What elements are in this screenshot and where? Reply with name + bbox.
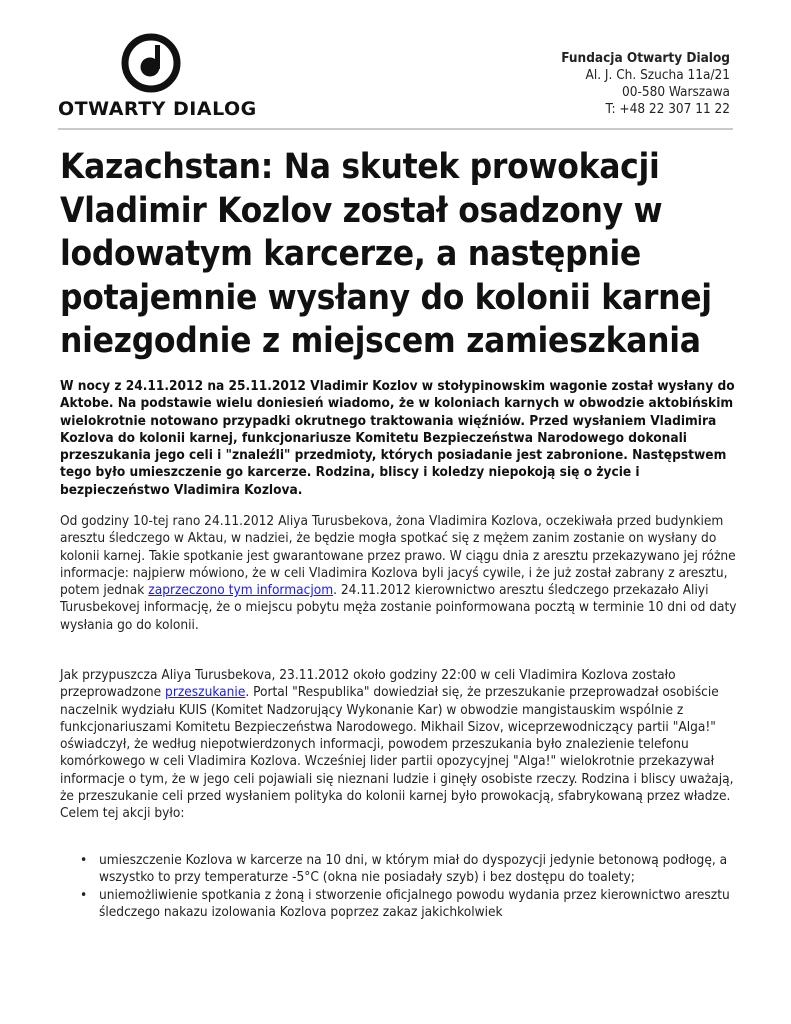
lead-paragraph: W nocy z 24.11.2012 na 25.11.2012 Vladimir Kozlov w stołypinowskim wagonie został wysłany do Aktobe. Na podstawie wielu doniesień wiadomo, że w koloniach karnych w obwodzie aktobińskim wielokrotnie notowano przypadki okrutnego traktowania więźniów. Przed wysłaniem Vladimira Kozlova do kolonii karnej, funkcjonariusze Komitetu Bezpieczeństwa Narodowego dokonali przeszukania jego celi i "znaleźli" przedmioty, których posiadanie jest zabronione. Następstwem tego było umieszczenie go karcerze. Rodzina, bliscy i koledzy niepokoją się o życie i bezpieczeństwo Vladimira Kozlova. [60, 378, 735, 498]
paragraph-1-text-a: Od godziny 10-tej rano 24.11.2012 Aliya Turusbekova, żona Vladimira Kozlova, oczekiwała przed budynkiem aresztu śledczego w Aktau, w nadziei, że będzie mogła spotkać się z mężem zanim zostanie on wysłany do kolonii karnej. Takie spotkanie jest gwarantowane przez prawo. W ciągu dnia z aresztu przekazywano jej różne informacje: najpierw mówiono, że w celi Vladimira Kozlova byli jacyś cywile, i że już został zabrany z aresztu, potem jednak [60, 513, 736, 599]
otwarty-dialog-logo [58, 32, 257, 122]
address-street: Al. J. Ch. Szucha 11a/21 [585, 67, 730, 83]
paragraph-2-text-a: Jak przypuszcza Aliya Turusbekova, 23.11.2012 około godziny 22:00 w celi Vladimira Kozlova zostało przeprowadzone [60, 667, 676, 701]
article-title: Kazachstan: Na skutek prowokacji Vladimir Kozlov został osadzony w lodowatym karcerze, a następnie potajemnie wysłany do kolonii karnej niezgodnie z miejscem zamieszkania [60, 147, 712, 361]
bullet-icon: • [80, 886, 88, 903]
paragraph-2-text-b: . Portal "Respublika" dowiedział się, że przeszukanie przeprowadzał osobiście naczelnik wydziału KUIS (Komitet Nadzorujący Wykonanie Kar) w obwodzie mangistauskim wspólnie z funkcjonariuszami Komitetu Bezpieczeństwa Narodowego. Mikhail Sizov, wiceprzewodniczący partii "Alga!" oświadczył, że według niepotwierdzonych informacji, powodem przeszukania było znalezienie telefonu komórkowego w celi Vladimira Kozlova. Wcześniej lider partii opozycyjnej "Alga!" wielokrotnie przekazywał informacje o tym, że w jego celi pojawiali się nieznani ludzie i ginęły osobiste rzeczy. Rodzina i bliscy uważają, że przeszukanie celi przed wysłaniem polityka do kolonii karnej było prowokacją, sfabrykowaną przez władze. Celem tej akcji było: [60, 684, 734, 822]
address-city: 00-580 Warszawa [622, 84, 730, 100]
address-phone: T: +48 22 307 11 22 [605, 101, 730, 117]
logo-wordmark: OTWARTY DIALOG [58, 98, 257, 120]
otwarty-dialog-logo-icon [120, 32, 182, 94]
list-item [78, 852, 738, 887]
contact-address [561, 50, 730, 118]
list-item-text: uniemożliwienie spotkania z żoną i stworzenie oficjalnego powodu wydania przez kierownictwo aresztu śledczego nakazu izolowania Kozlova poprzez zakaz jakichkolwiek [99, 886, 730, 920]
goals-list [78, 852, 738, 921]
paragraph-1-text-b: . 24.11.2012 kierownictwo aresztu śledczego przekazało Aliyi Turusbekovej informację, że o miejscu pobytu męża zostanie poinformowana pocztą w terminie 10 dni od daty wysłania go do kolonii. [60, 582, 737, 633]
denied-information-link[interactable]: zaprzeczono tym informacjom [148, 582, 334, 599]
list-item [78, 887, 738, 922]
header-divider [58, 128, 733, 130]
body-paragraph-1 [60, 513, 740, 634]
search-link[interactable]: przeszukanie [165, 684, 246, 701]
bullet-icon: • [80, 852, 88, 868]
body-paragraph-2 [60, 667, 740, 823]
list-item-text: umieszczenie Kozlova w karcerze na 10 dni, w którym miał do dyspozycji jedynie betonową podłogę, a wszystko to przy temperaturze -5°C (okna nie posiadały szyb) i bez dostępu do toalety; [99, 852, 728, 886]
organization-name: Fundacja Otwarty Dialog [561, 50, 730, 66]
